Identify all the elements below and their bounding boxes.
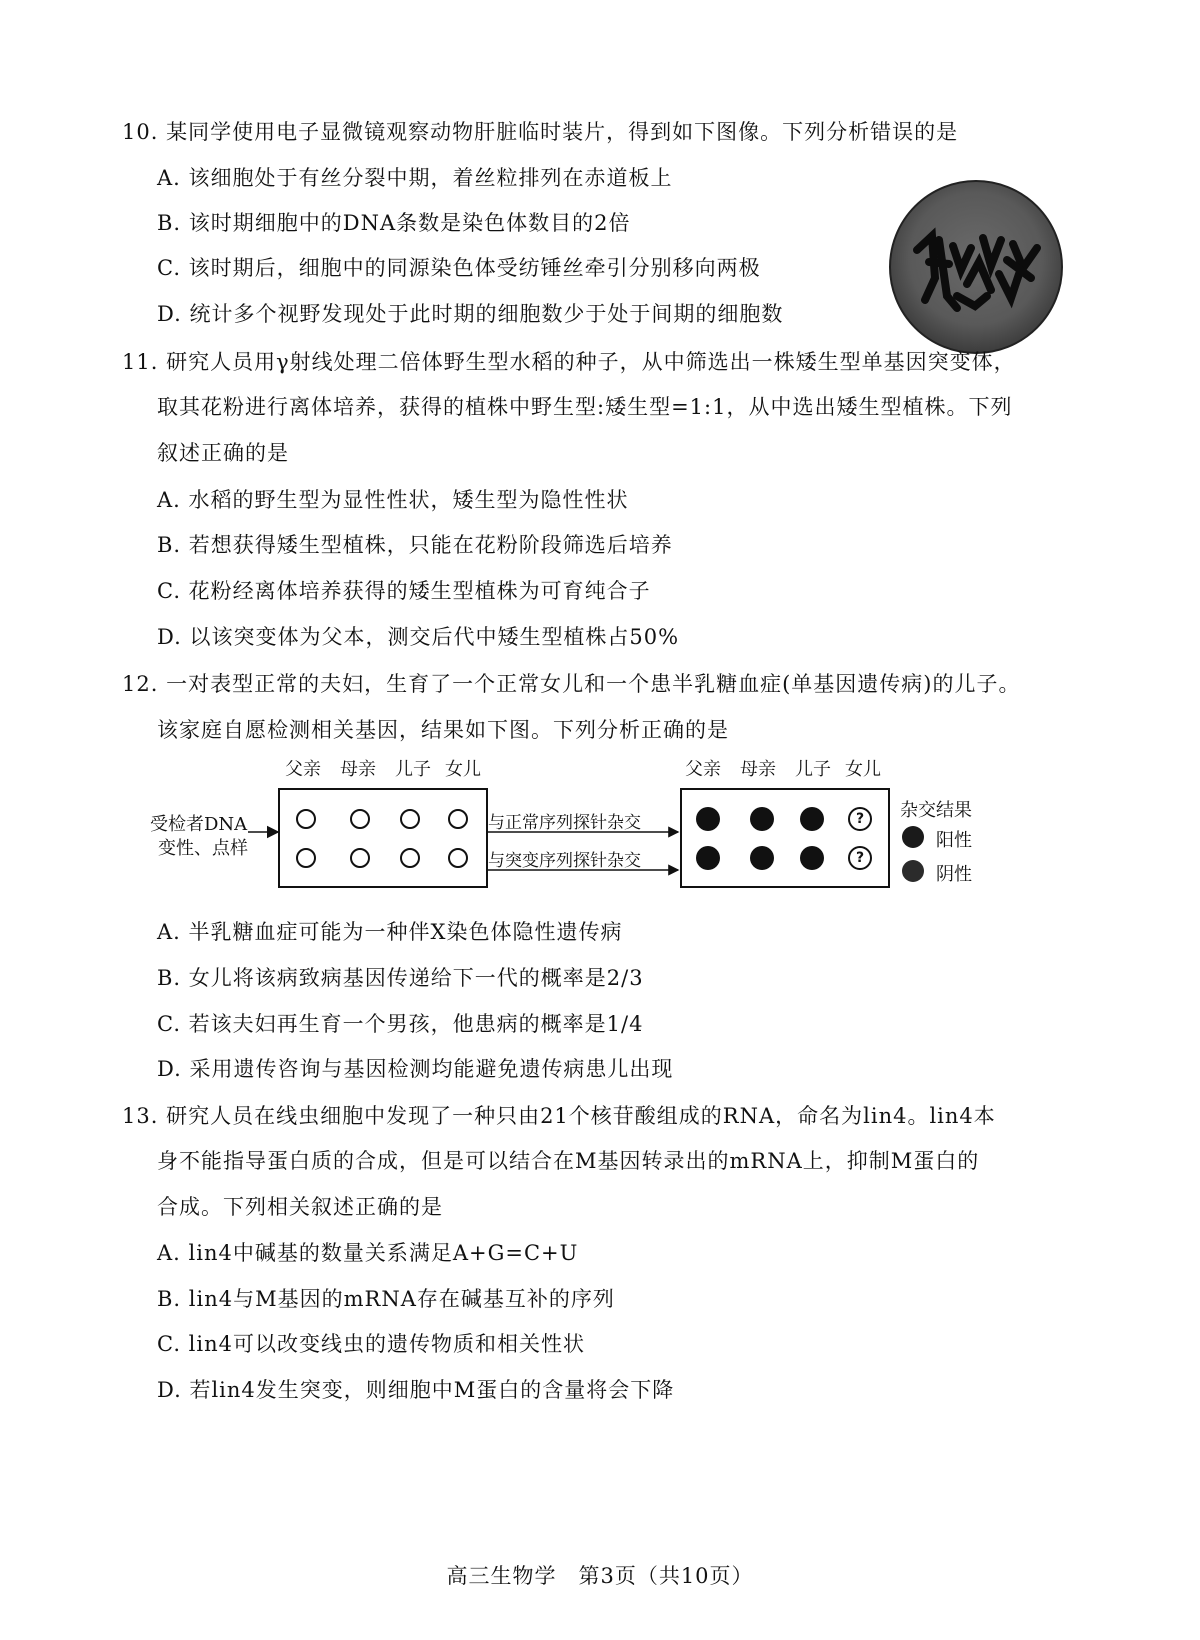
left-member-mother: 母亲	[340, 759, 376, 780]
legend-title: 杂交结果	[900, 800, 972, 821]
legend-negative-dot	[902, 860, 924, 882]
q11-option-b: B. 若想获得矮生型植株，只能在花粉阶段筛选后培养	[157, 533, 673, 557]
q13-stem-line-2: 身不能指导蛋白质的合成，但是可以结合在M基因转录出的mRNA上，抑制M蛋白的	[157, 1149, 980, 1173]
legend-positive-dot	[902, 826, 924, 848]
hybridization-result-membrane	[680, 788, 890, 888]
left-member-daughter: 女儿	[445, 759, 481, 780]
input-label-dna: 受检者DNA	[150, 814, 248, 835]
result-dot-father-row2	[696, 846, 720, 870]
sample-circle-father-row1	[296, 809, 316, 829]
sample-circle-mother-row1	[350, 809, 370, 829]
q11-stem-line-1: 11. 研究人员用γ射线处理二倍体野生型水稻的种子，从中筛选出一株矮生型单基因突变体，	[122, 350, 1016, 374]
q12-option-d: D. 采用遗传咨询与基因检测均能避免遗传病患儿出现	[157, 1057, 674, 1081]
legend-negative-label: 阴性	[936, 864, 972, 885]
q12-option-a: A. 半乳糖血症可能为一种伴X染色体隐性遗传病	[157, 920, 623, 944]
result-unknown-daughter-row1: ?	[848, 807, 872, 831]
q11-stem-line-3: 叙述正确的是	[157, 441, 289, 465]
cell-micrograph-image	[887, 178, 1065, 356]
sample-circle-father-row2	[296, 848, 316, 868]
q11-option-d: D. 以该突变体为父本，测交后代中矮生型植株占50%	[157, 625, 680, 649]
q13-stem-line-3: 合成。下列相关叙述正确的是	[157, 1195, 443, 1219]
result-dot-father-row1	[696, 807, 720, 831]
q13-option-c: C. lin4可以改变线虫的遗传物质和相关性状	[157, 1332, 585, 1356]
left-member-son: 儿子	[395, 759, 431, 780]
q13-option-b: B. lin4与M基因的mRNA存在碱基互补的序列	[157, 1287, 615, 1311]
page-footer: 高三生物学 第3页（共10页）	[446, 1564, 754, 1588]
q11-option-c: C. 花粉经离体培养获得的矮生型植株为可育纯合子	[157, 579, 651, 603]
q10-option-a: A. 该细胞处于有丝分裂中期，着丝粒排列在赤道板上	[157, 166, 673, 190]
q11-option-a: A. 水稻的野生型为显性性状，矮生型为隐性性状	[157, 488, 629, 512]
result-unknown-daughter-row2: ?	[848, 846, 872, 870]
sample-circle-daughter-row1	[448, 809, 468, 829]
q10-stem: 10. 某同学使用电子显微镜观察动物肝脏临时装片，得到如下图像。下列分析错误的是	[122, 120, 959, 144]
sample-circle-mother-row2	[350, 848, 370, 868]
right-member-daughter: 女儿	[845, 759, 881, 780]
left-member-father: 父亲	[285, 759, 321, 780]
result-dot-mother-row1	[750, 807, 774, 831]
q10-option-b: B. 该时期细胞中的DNA条数是染色体数目的2倍	[157, 211, 631, 235]
input-label-denature: 变性、点样	[158, 838, 248, 859]
sample-circle-son-row1	[400, 809, 420, 829]
probe-mutant-label: 与突变序列探针杂交	[488, 851, 641, 871]
q13-option-a: A. lin4中碱基的数量关系满足A+G=C+U	[157, 1241, 579, 1265]
result-dot-son-row2	[800, 846, 824, 870]
q13-option-d: D. 若lin4发生突变，则细胞中M蛋白的含量将会下降	[157, 1378, 675, 1402]
right-member-father: 父亲	[685, 759, 721, 780]
legend-positive-label: 阳性	[936, 830, 972, 851]
q12-option-c: C. 若该夫妇再生育一个男孩，他患病的概率是1/4	[157, 1012, 644, 1036]
right-member-mother: 母亲	[740, 759, 776, 780]
result-dot-mother-row2	[750, 846, 774, 870]
q12-option-b: B. 女儿将该病致病基因传递给下一代的概率是2/3	[157, 966, 644, 990]
dna-sample-membrane	[278, 788, 488, 888]
q11-stem-line-2: 取其花粉进行离体培养，获得的植株中野生型:矮生型=1:1，从中选出矮生型植株。下列	[157, 395, 1013, 419]
q12-stem-line-1: 12. 一对表型正常的夫妇，生育了一个正常女儿和一个患半乳糖血症(单基因遗传病)的儿子。	[122, 672, 1021, 696]
right-member-son: 儿子	[795, 759, 831, 780]
q10-option-c: C. 该时期后，细胞中的同源染色体受纺锤丝牵引分别移向两极	[157, 256, 761, 280]
q13-stem-line-1: 13. 研究人员在线虫细胞中发现了一种只由21个核苷酸组成的RNA，命名为lin4。lin4本	[122, 1104, 996, 1128]
q10-option-d: D. 统计多个视野发现处于此时期的细胞数少于处于间期的细胞数	[157, 302, 784, 326]
probe-normal-label: 与正常序列探针杂交	[488, 813, 641, 833]
result-dot-son-row1	[800, 807, 824, 831]
q12-stem-line-2: 该家庭自愿检测相关基因，结果如下图。下列分析正确的是	[157, 718, 729, 742]
sample-circle-son-row2	[400, 848, 420, 868]
sample-circle-daughter-row2	[448, 848, 468, 868]
